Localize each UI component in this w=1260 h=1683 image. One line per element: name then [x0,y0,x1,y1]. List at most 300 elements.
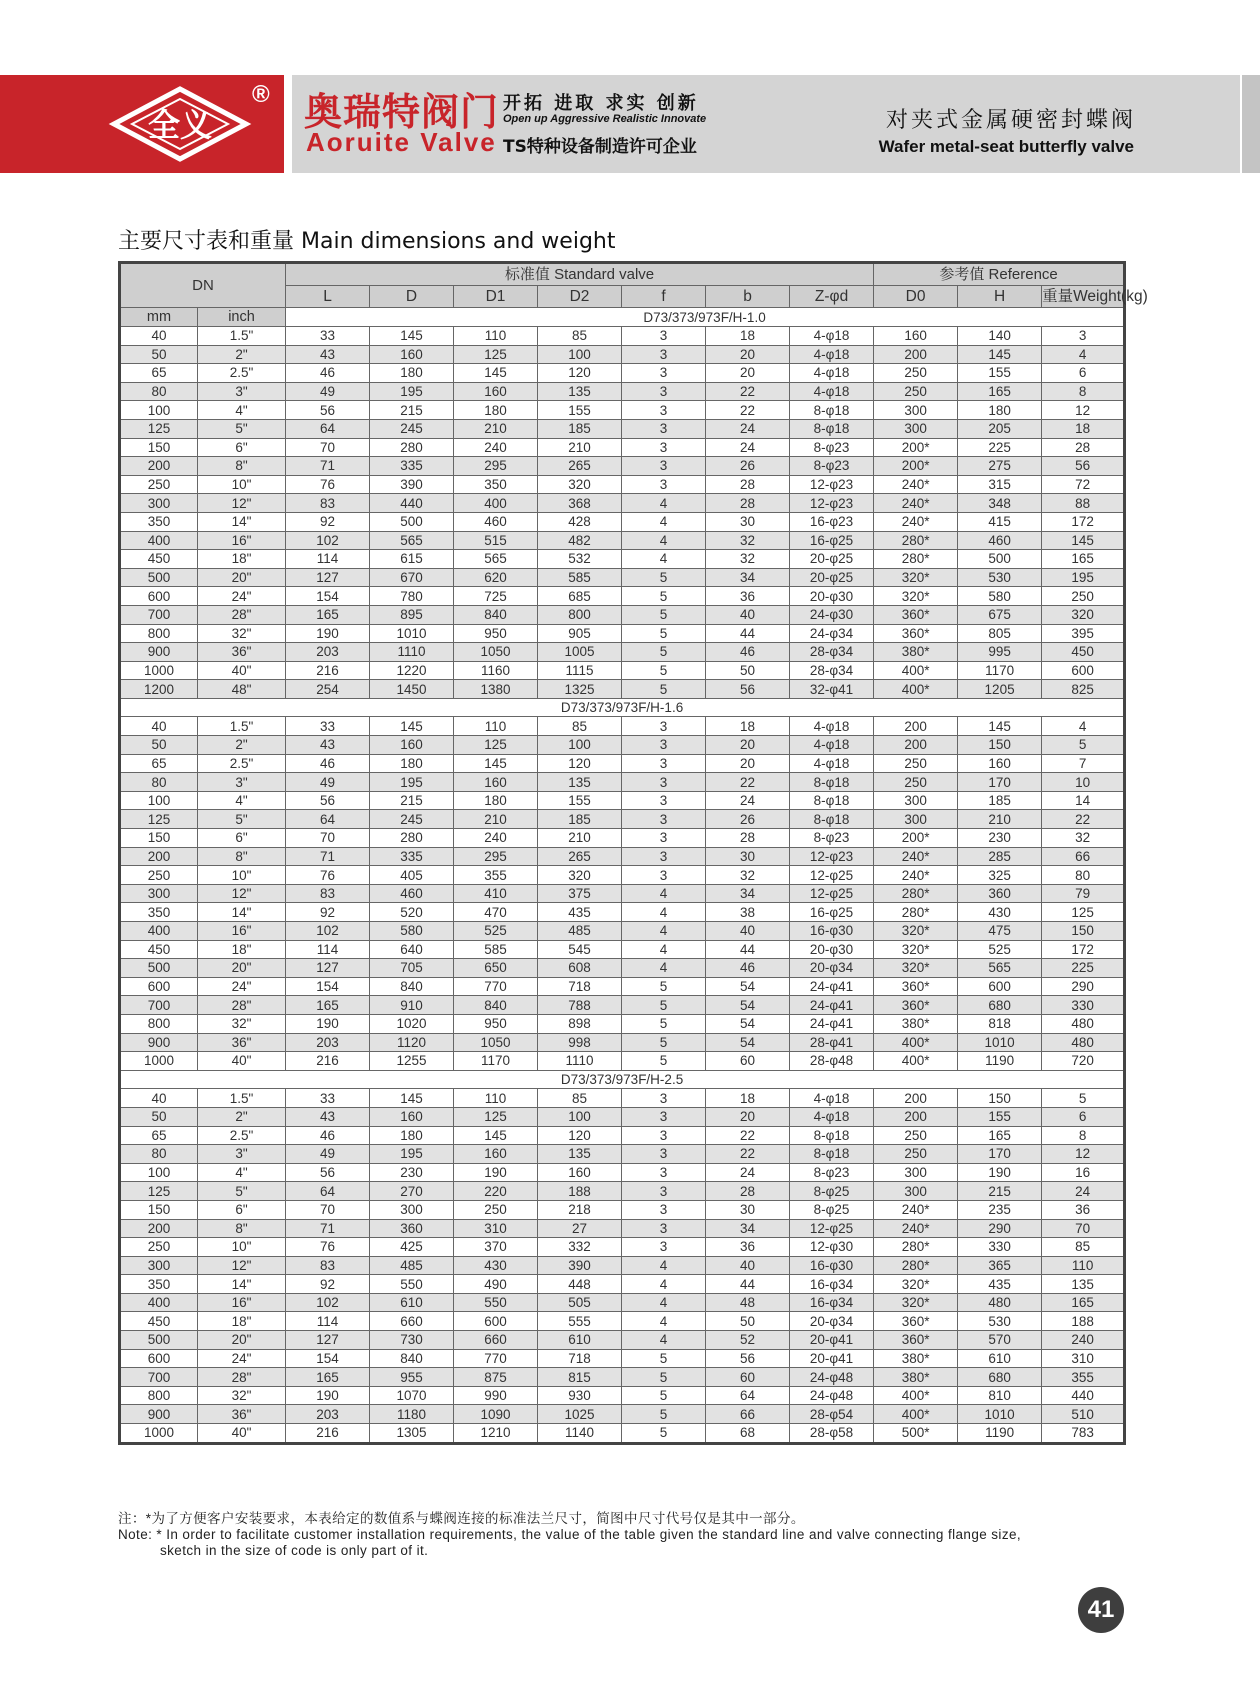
table-row [120,643,1125,662]
table-cell: 12-φ23 [790,494,874,513]
table-cell: 240* [874,512,958,531]
table-cell: 22 [1042,810,1125,829]
table-cell: 66 [1042,847,1125,866]
table-cell: 250 [120,1238,198,1257]
table-cell: 216 [286,661,370,680]
table-cell: 4-φ18 [790,717,874,736]
table-cell: 4-φ18 [790,1107,874,1126]
table-cell: 300 [120,884,198,903]
table-cell: 203 [286,643,370,662]
table-cell: 160 [958,754,1042,773]
table-cell: 240* [874,1200,958,1219]
table-cell: 1160 [454,661,538,680]
table-cell: 675 [958,605,1042,624]
table-cell: 500 [120,568,198,587]
table-cell: 71 [286,457,370,476]
table-cell: 12-φ23 [790,847,874,866]
table-cell: 480 [1042,1033,1125,1052]
table-cell: 550 [454,1293,538,1312]
table-cell: 100 [538,736,622,755]
table-cell: 150 [958,736,1042,755]
model-label: D73/373/973F/H-1.6 [120,698,1125,717]
table-cell: 718 [538,977,622,996]
table-cell: 12-φ25 [790,1219,874,1238]
table-cell: 10" [198,866,286,885]
table-cell: 1190 [958,1052,1042,1071]
table-cell: 3 [622,382,706,401]
table-cell: 5 [622,1014,706,1033]
table-cell: 180 [370,754,454,773]
table-cell: 400 [120,531,198,550]
table-cell: 350 [120,1275,198,1294]
table-cell: 46 [706,643,790,662]
table-cell: 8" [198,847,286,866]
table-cell: 240* [874,866,958,885]
table-cell: 20-φ30 [790,940,874,959]
table-cell: 28" [198,1368,286,1387]
table-cell: 160 [454,382,538,401]
reference-header: 参考值 Reference [874,263,1125,286]
table-cell: 7 [1042,754,1125,773]
table-cell: 898 [538,1014,622,1033]
table-cell: 215 [370,401,454,420]
table-cell: 370 [454,1238,538,1257]
table-cell: 5" [198,1182,286,1201]
table-row [120,1182,1125,1201]
table-cell: 788 [538,996,622,1015]
table-cell: 4 [622,1256,706,1275]
table-cell: 615 [370,550,454,569]
table-cell: 600 [120,587,198,606]
table-cell: 135 [538,382,622,401]
table-cell: 950 [454,624,538,643]
table-cell: 1305 [370,1424,454,1444]
table-cell: 4" [198,401,286,420]
table-cell: 20-φ34 [790,959,874,978]
table-cell: 5" [198,419,286,438]
table-cell: 155 [958,364,1042,383]
table-row [120,364,1125,383]
table-row [120,475,1125,494]
table-cell: 1450 [370,680,454,699]
table-cell: 4 [622,922,706,941]
table-cell: 8-φ18 [790,773,874,792]
table-cell: 610 [958,1349,1042,1368]
table-cell: 3 [622,847,706,866]
table-cell: 76 [286,475,370,494]
table-cell: 840 [370,1349,454,1368]
page-header [0,75,1258,173]
table-cell: 185 [538,810,622,829]
table-cell: 485 [538,922,622,941]
table-cell: 24 [706,419,790,438]
table-cell: 43 [286,736,370,755]
table-row [120,829,1125,848]
table-cell: 4-φ18 [790,736,874,755]
dimensions-table [118,261,1148,1445]
table-cell: 585 [538,568,622,587]
table-cell: 783 [1042,1424,1125,1444]
table-cell: 110 [454,327,538,346]
table-row [120,773,1125,792]
table-cell: 33 [286,717,370,736]
page-number: 41 [1078,1587,1124,1633]
table-cell: 5 [1042,1089,1125,1108]
table-row [120,1145,1125,1164]
table-cell: 448 [538,1275,622,1294]
table-cell: 28 [706,829,790,848]
table-cell: 570 [958,1331,1042,1350]
table-cell: 1020 [370,1014,454,1033]
table-row [120,940,1125,959]
table-cell: 1120 [370,1033,454,1052]
table-cell: 28-φ41 [790,1033,874,1052]
table-cell: 127 [286,959,370,978]
table-cell: 3 [622,1219,706,1238]
table-cell: 71 [286,1219,370,1238]
title-panel [292,75,1258,173]
table-cell: 216 [286,1052,370,1071]
table-cell: 3 [622,791,706,810]
table-cell: 4-φ18 [790,364,874,383]
table-cell: 54 [706,996,790,1015]
table-cell: 450 [120,550,198,569]
table-cell: 1050 [454,1033,538,1052]
table-cell: 150 [120,438,198,457]
table-cell: 235 [958,1200,1042,1219]
table-cell: 160 [454,773,538,792]
table-cell: 300 [370,1200,454,1219]
table-cell: 50 [120,736,198,755]
table-row [120,587,1125,606]
table-cell: 280* [874,1256,958,1275]
table-cell: 56 [286,791,370,810]
table-cell: 300 [120,494,198,513]
table-cell: 102 [286,1293,370,1312]
table-cell: 400 [454,494,538,513]
table-cell: 34 [706,568,790,587]
table-cell: 56 [1042,457,1125,476]
table-cell: 16" [198,1293,286,1312]
table-cell: 24-φ41 [790,1014,874,1033]
table-cell: 210 [538,829,622,848]
table-cell: 14" [198,903,286,922]
table-cell: 8-φ23 [790,1163,874,1182]
table-cell: 44 [706,1275,790,1294]
table-cell: 6" [198,829,286,848]
table-row [120,382,1125,401]
table-cell: 165 [958,1126,1042,1145]
table-cell: 28-φ34 [790,643,874,662]
table-cell: 20-φ25 [790,568,874,587]
table-cell: 400* [874,680,958,699]
table-cell: 5 [622,977,706,996]
col-header: L [286,286,370,308]
table-cell: 165 [1042,550,1125,569]
table-cell: 14" [198,512,286,531]
table-cell: 240* [874,1219,958,1238]
table-cell: 140 [958,327,1042,346]
table-cell: 3 [622,345,706,364]
table-cell: 280* [874,550,958,569]
table-cell: 320* [874,587,958,606]
table-cell: 5" [198,810,286,829]
table-cell: 18" [198,1312,286,1331]
table-cell: 20-φ41 [790,1349,874,1368]
table-cell: 285 [958,847,1042,866]
table-cell: 12" [198,494,286,513]
table-row [120,419,1125,438]
table-cell: 27 [538,1219,622,1238]
table-cell: 32 [706,531,790,550]
table-cell: 22 [706,773,790,792]
table-cell: 930 [538,1386,622,1405]
table-row [120,624,1125,643]
table-cell: 610 [538,1331,622,1350]
table-cell: 1050 [454,643,538,662]
table-cell: 125 [454,1107,538,1126]
table-cell: 3 [622,1145,706,1164]
table-cell: 8 [1042,1126,1125,1145]
table-cell: 40 [120,1089,198,1108]
table-cell: 10" [198,1238,286,1257]
table-cell: 155 [538,401,622,420]
table-cell: 66 [706,1405,790,1424]
table-cell: 216 [286,1424,370,1444]
table-cell: 190 [958,1163,1042,1182]
table-cell: 20-φ25 [790,550,874,569]
table-cell: 12-φ25 [790,884,874,903]
table-row [120,345,1125,364]
table-cell: 3" [198,1145,286,1164]
table-cell: 515 [454,531,538,550]
table-cell: 28-φ58 [790,1424,874,1444]
table-cell: 4" [198,791,286,810]
table-cell: 315 [958,475,1042,494]
table-cell: 16" [198,531,286,550]
table-cell: 1000 [120,661,198,680]
table-cell: 215 [958,1182,1042,1201]
table-cell: 218 [538,1200,622,1219]
table-cell: 300 [874,791,958,810]
table-cell: 33 [286,327,370,346]
table-cell: 32" [198,1014,286,1033]
table-cell: 80 [120,1145,198,1164]
section-header-row [120,1070,1125,1089]
table-cell: 400* [874,661,958,680]
table-cell: 500* [874,1424,958,1444]
table-cell: 80 [120,382,198,401]
table-cell: 44 [706,624,790,643]
table-cell: 190 [454,1163,538,1182]
table-cell: 40 [120,717,198,736]
table-cell: 725 [454,587,538,606]
table-cell: 36" [198,643,286,662]
table-cell: 500 [370,512,454,531]
table-row [120,903,1125,922]
table-cell: 3 [622,1200,706,1219]
table-cell: 165 [958,382,1042,401]
table-cell: 4" [198,1163,286,1182]
table-row [120,1107,1125,1126]
table-cell: 300 [874,810,958,829]
table-cell: 3 [622,1107,706,1126]
table-cell: 110 [454,1089,538,1108]
table-cell: 6" [198,438,286,457]
table-cell: 92 [286,903,370,922]
table-cell: 200 [874,736,958,755]
table-cell: 425 [370,1238,454,1257]
table-cell: 20" [198,568,286,587]
table-cell: 210 [454,419,538,438]
table-cell: 24" [198,1349,286,1368]
table-row [120,1033,1125,1052]
table-cell: 280* [874,903,958,922]
table-cell: 310 [1042,1349,1125,1368]
table-cell: 500 [120,1331,198,1350]
table-cell: 460 [370,884,454,903]
table-cell: 40" [198,1424,286,1444]
model-label: D73/373/973F/H-2.5 [120,1070,1125,1089]
table-cell: 145 [958,717,1042,736]
table-cell: 320* [874,568,958,587]
table-cell: 610 [370,1293,454,1312]
table-cell: 88 [1042,494,1125,513]
table-cell: 110 [454,717,538,736]
table-cell: 250 [874,382,958,401]
table-cell: 240 [454,438,538,457]
table-cell: 400 [120,922,198,941]
table-cell: 8" [198,457,286,476]
brand-logo-icon [110,85,250,163]
table-cell: 46 [286,1126,370,1145]
table-cell: 355 [1042,1368,1125,1387]
table-cell: 22 [706,382,790,401]
table-cell: 165 [286,1368,370,1387]
table-cell: 16-φ25 [790,531,874,550]
table-row [120,754,1125,773]
table-cell: 4 [622,903,706,922]
table-cell: 250 [874,364,958,383]
table-cell: 1190 [958,1424,1042,1444]
table-cell: 700 [120,996,198,1015]
table-cell: 50 [706,661,790,680]
table-cell: 85 [538,717,622,736]
logo-text: 全义 [147,106,213,144]
table-cell: 1010 [958,1033,1042,1052]
table-cell: 200* [874,457,958,476]
table-cell: 5 [622,1052,706,1071]
table-cell: 22 [706,401,790,420]
table-cell: 70 [1042,1219,1125,1238]
table-cell: 680 [958,996,1042,1015]
table-cell: 3" [198,773,286,792]
table-cell: 160 [454,1145,538,1164]
table-cell: 12-φ25 [790,866,874,885]
table-cell: 36 [706,587,790,606]
table-cell: 24 [1042,1182,1125,1201]
footnote-en-line1: Note: * In order to facilitate customer installation requirements, the value of the table given the standard line and valve connecting flange size, [118,1527,1022,1542]
table-cell: 3 [622,364,706,383]
table-row [120,847,1125,866]
table-cell: 100 [120,1163,198,1182]
table-cell: 4 [622,512,706,531]
table-cell: 1115 [538,661,622,680]
table-cell: 114 [286,1312,370,1331]
table-row [120,791,1125,810]
table-cell: 20 [706,345,790,364]
table-cell: 320 [1042,605,1125,624]
table-cell: 215 [370,791,454,810]
dn-header: DN [120,263,286,308]
table-cell: 48" [198,680,286,699]
table-cell: 49 [286,773,370,792]
table-row [120,810,1125,829]
table-row [120,494,1125,513]
table-cell: 200 [120,457,198,476]
table-cell: 8" [198,1219,286,1238]
table-cell: 83 [286,884,370,903]
table-cell: 180 [454,791,538,810]
header-edge-strip [1240,75,1260,173]
table-cell: 435 [958,1275,1042,1294]
table-cell: 5 [622,587,706,606]
table-cell: 32 [706,866,790,885]
table-cell: 48 [706,1293,790,1312]
table-cell: 600 [120,977,198,996]
table-cell: 230 [958,829,1042,848]
table-cell: 350 [120,903,198,922]
table-cell: 24-φ41 [790,996,874,1015]
table-cell: 180 [370,1126,454,1145]
table-cell: 165 [286,605,370,624]
table-cell: 56 [286,401,370,420]
table-cell: 1200 [120,680,198,699]
table-cell: 240* [874,475,958,494]
table-cell: 250 [454,1200,538,1219]
section-header-row [120,698,1125,717]
table-cell: 660 [454,1331,538,1350]
table-cell: 435 [538,903,622,922]
table-cell: 840 [454,605,538,624]
table-cell: 18" [198,550,286,569]
table-cell: 355 [454,866,538,885]
table-cell: 254 [286,680,370,699]
table-cell: 165 [286,996,370,1015]
table-cell: 810 [958,1386,1042,1405]
table-cell: 83 [286,494,370,513]
table-cell: 24 [706,791,790,810]
table-cell: 900 [120,643,198,662]
table-cell: 250 [874,754,958,773]
table-cell: 320* [874,940,958,959]
table-cell: 998 [538,1033,622,1052]
table-cell: 36 [1042,1200,1125,1219]
table-cell: 125 [120,419,198,438]
table-cell: 12" [198,884,286,903]
table-cell: 5 [622,568,706,587]
table-cell: 8-φ18 [790,1126,874,1145]
table-cell: 800 [120,1014,198,1033]
table-cell: 1255 [370,1052,454,1071]
table-cell: 190 [286,1014,370,1033]
table-cell: 52 [706,1331,790,1350]
table-cell: 1220 [370,661,454,680]
table-row [120,605,1125,624]
table-cell: 450 [120,1312,198,1331]
table-cell: 203 [286,1405,370,1424]
table-cell: 64 [286,1182,370,1201]
